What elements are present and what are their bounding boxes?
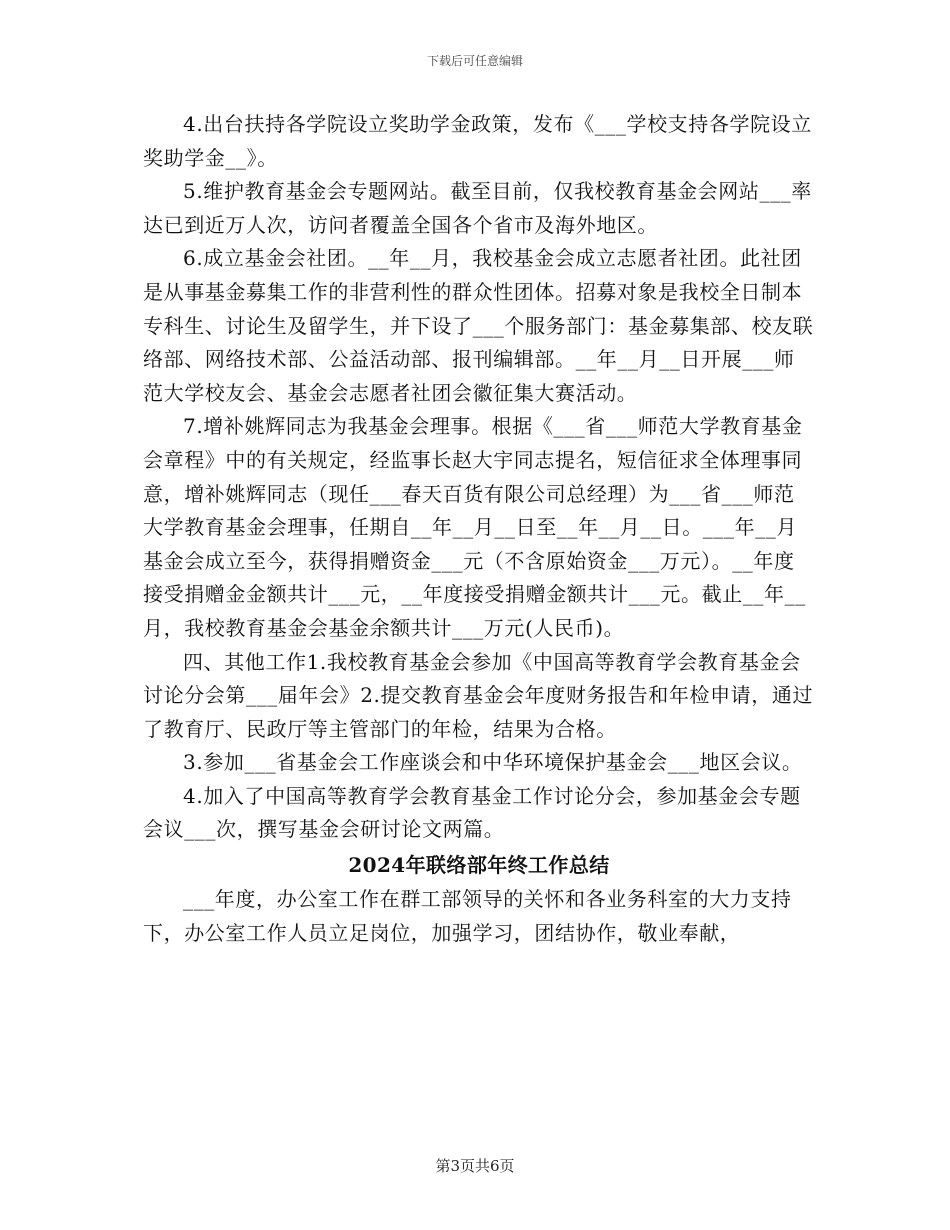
- paragraph-other-work-4: 4.加入了中国高等教育学会教育基金工作讨论分会，参加基金会专题会议___次，撰写基金会研讨论文两篇。: [143, 783, 801, 842]
- paragraph-item-6: 6.成立基金会社团。__年__月，我校基金会成立志愿者社团。此社团是从事基金募集工作的非营利性的群众性团体。招募对象是我校全日制本专科生、讨论生及留学生，并下设了___个服务部门：基金募集部、校友联络部、网络技术部、公益活动部、报刊编辑部。__年__月__日开展___师范大学校友会、基金会志愿者社团会徽征集大赛活动。: [143, 246, 814, 405]
- page-footer: 第3页共6页: [435, 1157, 515, 1175]
- page-header: 下载后可任意编辑: [426, 54, 523, 68]
- paragraph-other-work-3: 3.参加___省基金会工作座谈会和中华环境保护基金会___地区会议。: [183, 750, 803, 775]
- section-title: 2024年联络部年终工作总结: [348, 853, 610, 878]
- closing-paragraph: ___年度，办公室工作在群工部领导的关怀和各业务科室的大力支持下，办公室工作人员立足岗位，加强学习，团结协作，敬业奉献，: [143, 887, 792, 945]
- paragraph-other-work: 四、其他工作1.我校教育基金会参加《中国高等教育学会教育基金会讨论分会第___届年会》2.提交教育基金会年度财务报告和年检申请，通过了教育厅、民政厅等主管部门的年检，结果为合格。: [143, 649, 814, 741]
- document-body: [143, 108, 815, 950]
- paragraph-item-5: 5.维护教育基金会专题网站。截至目前，仅我校教育基金会网站___率达已到近万人次，访问者覆盖全国各个省市及海外地区。: [143, 179, 812, 237]
- paragraph-item-4: 4.出台扶持各学院设立奖助学金政策，发布《___学校支持各学院设立奖助学金__》。: [143, 112, 812, 170]
- paragraph-item-7: 7.增补姚辉同志为我基金会理事。根据《___省___师范大学教育基金会章程》中的有关规定，经监事长赵大宇同志提名，短信征求全体理事同意，增补姚辉同志（现任___春天百货有限公司总经理）为___省___师范大学教育基金会理事，任期自__年__月__日至__年__月__日。___年__月基金会成立至今，获得捐赠资金___元（不含原始资金___万元）。__年度接受捐赠金金额共计___元，__年度接受捐赠金额共计___元。截止__年__月，我校教育基金会基金余额共计___万元(人民币)。: [143, 414, 806, 640]
